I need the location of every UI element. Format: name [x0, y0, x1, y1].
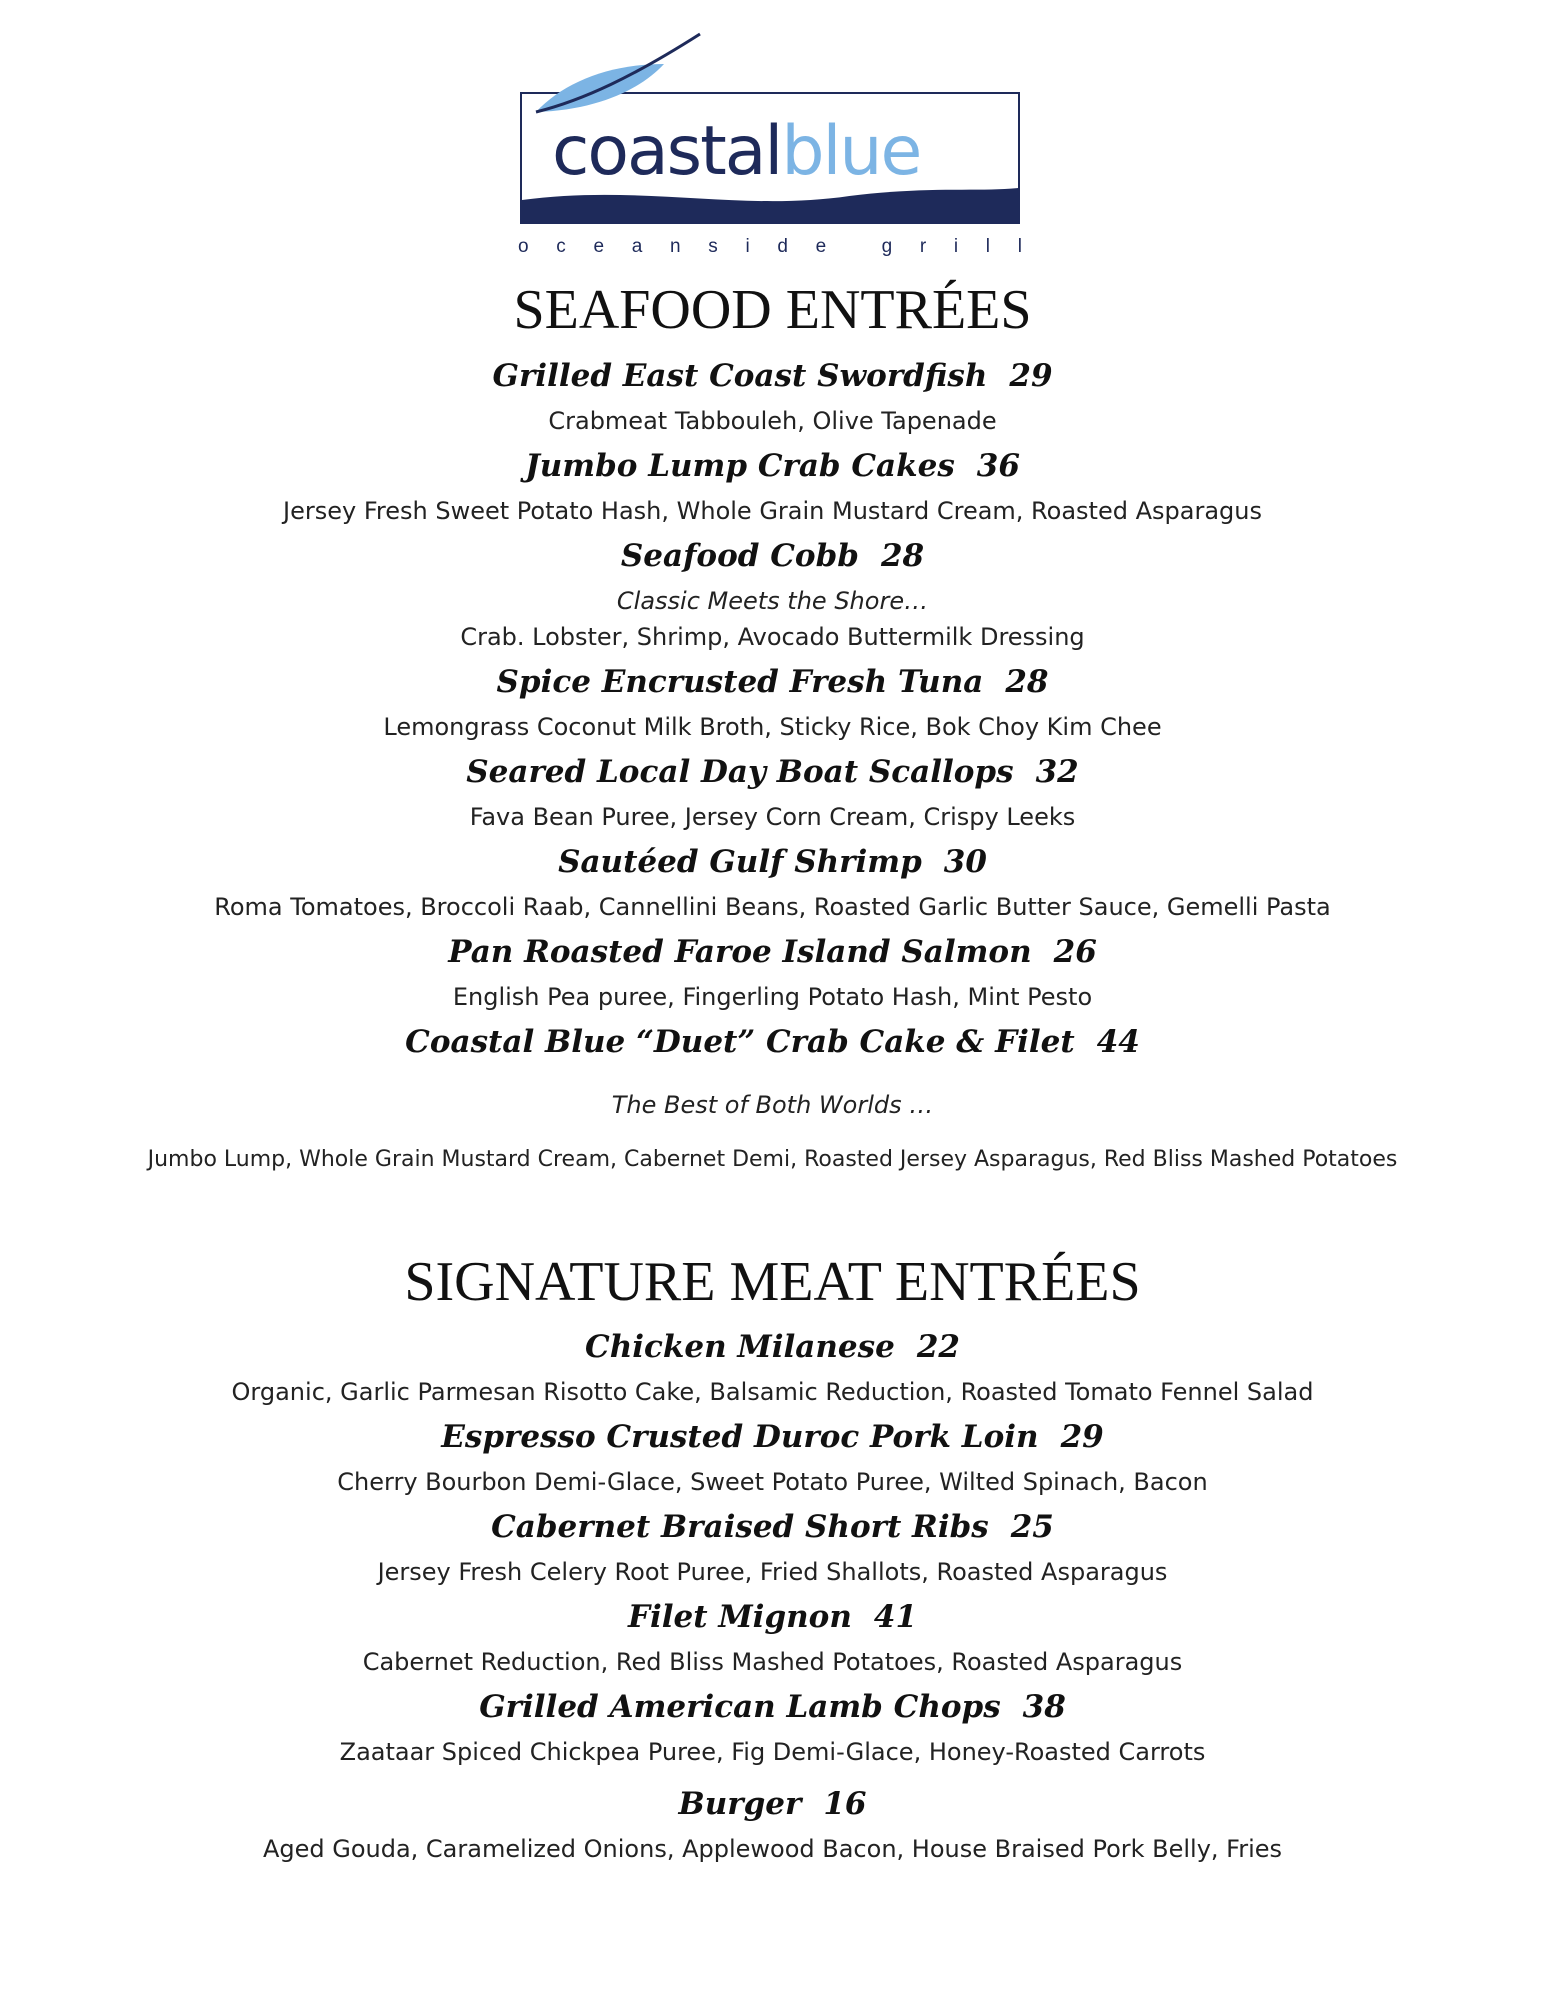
menu-item-description: Organic, Garlic Parmesan Risotto Cake, Balsamic Reduction, Roasted Tomato Fennel Salad	[231, 1378, 1314, 1406]
item-price: 16	[823, 1786, 867, 1822]
tagline-letter: n	[669, 236, 681, 257]
menu-item-name	[0, 1689, 1545, 1725]
leaf-icon	[514, 30, 734, 130]
item-price: 44	[1096, 1024, 1140, 1060]
menu-item-description: Roma Tomatoes, Broccoli Raab, Cannellini Beans, Roasted Garlic Butter Sauce, Gemelli Pasta	[214, 893, 1331, 921]
menu-item-description: Jumbo Lump, Whole Grain Mustard Cream, Cabernet Demi, Roasted Jersey Asparagus, Red Bliss Mashed Potatoes	[147, 1147, 1398, 1172]
tagline-letter: a	[631, 236, 643, 257]
menu-item-name	[0, 1786, 1545, 1822]
menu-item-tagline: The Best of Both Worlds …	[611, 1091, 934, 1119]
menu-item-description: Lemongrass Coconut Milk Broth, Sticky Rice, Bok Choy Kim Chee	[383, 713, 1162, 741]
wave-icon	[522, 182, 1018, 222]
item-name-text: Filet Mignon	[627, 1599, 852, 1635]
menu-item-description: Crab. Lobster, Shrimp, Avocado Buttermilk Dressing	[460, 623, 1085, 651]
menu-item-description: Fava Bean Puree, Jersey Corn Cream, Crispy Leeks	[469, 803, 1076, 831]
tagline-letter: e	[815, 236, 827, 257]
menu-item-name	[0, 1599, 1545, 1635]
item-name-text: Coastal Blue “Duet” Crab Cake & Filet	[405, 1024, 1075, 1060]
menu-item-name	[0, 664, 1545, 700]
item-price: 22	[916, 1329, 960, 1365]
tagline-letter: g	[881, 236, 893, 257]
item-name-text: Chicken Milanese	[585, 1329, 895, 1365]
tagline-letter: s	[708, 236, 718, 257]
item-price: 41	[873, 1599, 918, 1635]
item-price: 29	[1009, 358, 1053, 394]
logo-tagline	[518, 236, 1022, 258]
menu-item-description: Aged Gouda, Caramelized Onions, Applewood Bacon, House Braised Pork Belly, Fries	[262, 1835, 1283, 1863]
menu-item-description: Cabernet Reduction, Red Bliss Mashed Potatoes, Roasted Asparagus	[362, 1648, 1183, 1676]
menu-item-name	[0, 448, 1545, 484]
menu-item-description: Jersey Fresh Sweet Potato Hash, Whole Grain Mustard Cream, Roasted Asparagus	[283, 497, 1262, 525]
menu-item-tagline: Classic Meets the Shore…	[616, 587, 929, 615]
item-price: 28	[1005, 664, 1049, 700]
menu-item-description: English Pea puree, Fingerling Potato Hash, Mint Pesto	[452, 983, 1093, 1011]
menu-item-name	[0, 1024, 1545, 1060]
item-name-text: Seared Local Day Boat Scallops	[466, 754, 1014, 790]
tagline-letter: e	[593, 236, 605, 257]
menu-item-name	[0, 844, 1545, 880]
tagline-letter: l	[985, 236, 991, 257]
item-name-text: Spice Encrusted Fresh Tuna	[496, 664, 984, 700]
item-price: 29	[1060, 1419, 1104, 1455]
tagline-letter: d	[777, 236, 788, 257]
item-price: 36	[976, 448, 1020, 484]
item-name-text: Burger	[678, 1786, 802, 1822]
item-name-text: Seafood Cobb	[620, 538, 859, 574]
item-price: 30	[943, 844, 987, 880]
item-name-text: Grilled East Coast Swordfish	[492, 358, 988, 394]
item-price: 26	[1053, 934, 1097, 970]
item-price: 28	[880, 538, 925, 574]
item-name-text: Grilled American Lamb Chops	[479, 1689, 1001, 1725]
menu-item-name	[0, 754, 1545, 790]
item-price: 25	[1010, 1509, 1054, 1545]
tagline-letter: l	[1017, 236, 1022, 257]
tagline-letter: c	[556, 236, 566, 257]
item-name-text: Jumbo Lump Crab Cakes	[525, 448, 955, 484]
tagline-letter: r	[919, 236, 927, 257]
item-name-text: Pan Roasted Faroe Island Salmon	[448, 934, 1032, 970]
menu-item-name	[0, 1329, 1545, 1365]
menu-item-name	[0, 358, 1545, 394]
seafood-section-title: SEAFOOD ENTRÉES	[513, 279, 1032, 341]
item-name-text: Espresso Crusted Duroc Pork Loin	[441, 1419, 1039, 1455]
coastal-blue-logo	[514, 30, 1024, 260]
menu-item-description: Crabmeat Tabbouleh, Olive Tapenade	[548, 407, 997, 435]
item-name-text: Cabernet Braised Short Ribs	[491, 1509, 989, 1545]
menu-item-name	[0, 538, 1545, 574]
tagline-letter: i	[745, 236, 750, 257]
meat-section-title: SIGNATURE MEAT ENTRÉES	[404, 1251, 1141, 1313]
tagline-letter: i	[953, 236, 959, 257]
menu-item-name	[0, 934, 1545, 970]
tagline-letter: o	[518, 236, 529, 257]
item-price: 38	[1022, 1689, 1066, 1725]
menu-item-description: Jersey Fresh Celery Root Puree, Fried Shallots, Roasted Asparagus	[377, 1558, 1168, 1586]
item-name-text: Sautéed Gulf Shrimp	[558, 844, 922, 880]
logo-word-coastal: coastal	[552, 112, 782, 191]
menu-item-description: Cherry Bourbon Demi-Glace, Sweet Potato Puree, Wilted Spinach, Bacon	[337, 1468, 1208, 1496]
menu-item-name	[0, 1419, 1545, 1455]
logo-word-blue: blue	[781, 112, 921, 191]
item-price: 32	[1035, 754, 1079, 790]
menu-item-description: Zaataar Spiced Chickpea Puree, Fig Demi-Glace, Honey-Roasted Carrots	[339, 1738, 1206, 1766]
menu-item-name	[0, 1509, 1545, 1545]
